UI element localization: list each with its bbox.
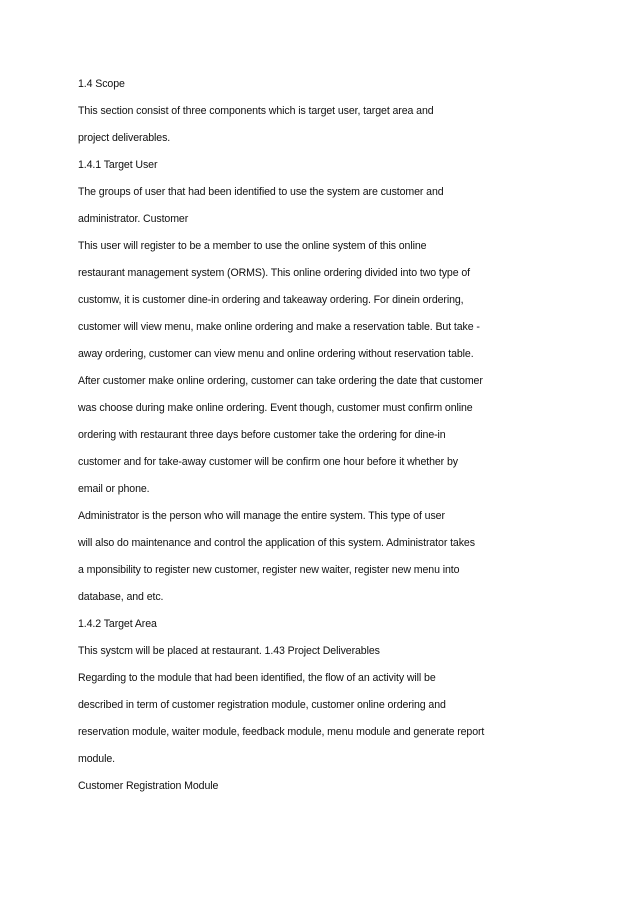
paragraph-line: project deliverables. [78,132,171,144]
paragraph-line: database, and etc. [78,591,164,603]
paragraph-line: customer and for take-away customer will be confirm one hour before it whether by [78,456,458,468]
paragraph-line: administrator. Customer [78,213,189,225]
paragraph-line: customer will view menu, make online ordering and make a reservation table. But take - [78,321,480,333]
paragraph-line: ordering with restaurant three days before customer take the ordering for dine-in [78,429,446,441]
heading-target-area: 1.4.2 Target Area [78,618,157,630]
heading-target-user: 1.4.1 Target User [78,159,158,171]
paragraph-line: away ordering, customer can view menu and online ordering without reservation table. [78,348,474,360]
paragraph-line: This section consist of three components which is target user, target area and [78,105,434,117]
paragraph-line: restaurant management system (ORMS). This online ordering divided into two type of [78,267,470,279]
paragraph-line: reservation module, waiter module, feedback module, menu module and generate report [78,726,485,738]
paragraph-line: customw, it is customer dine-in ordering and takeaway ordering. For dinein ordering, [78,294,464,306]
paragraph-line: will also do maintenance and control the application of this system. Administrator takes [78,537,475,549]
paragraph-line: After customer make online ordering, customer can take ordering the date that customer [78,375,483,387]
paragraph-line: Administrator is the person who will manage the entire system. This type of user [78,510,445,522]
paragraph-line: module. [78,753,115,765]
paragraph-line: The groups of user that had been identified to use the system are customer and [78,186,444,198]
heading-scope: 1.4 Scope [78,78,125,90]
paragraph-line: described in term of customer registration module, customer online ordering and [78,699,446,711]
paragraph-line: was choose during make online ordering. Event though, customer must confirm online [78,402,473,414]
paragraph-line: email or phone. [78,483,150,495]
paragraph-line: This user will register to be a member to use the online system of this online [78,240,427,252]
paragraph-line: Regarding to the module that had been identified, the flow of an activity will be [78,672,436,684]
paragraph-line: This systcm will be placed at restaurant. 1.43 Project Deliverables [78,645,380,657]
heading-customer-registration-module: Customer Registration Module [78,780,219,792]
paragraph-line: a mponsibility to register new customer, register new waiter, register new menu into [78,564,460,576]
